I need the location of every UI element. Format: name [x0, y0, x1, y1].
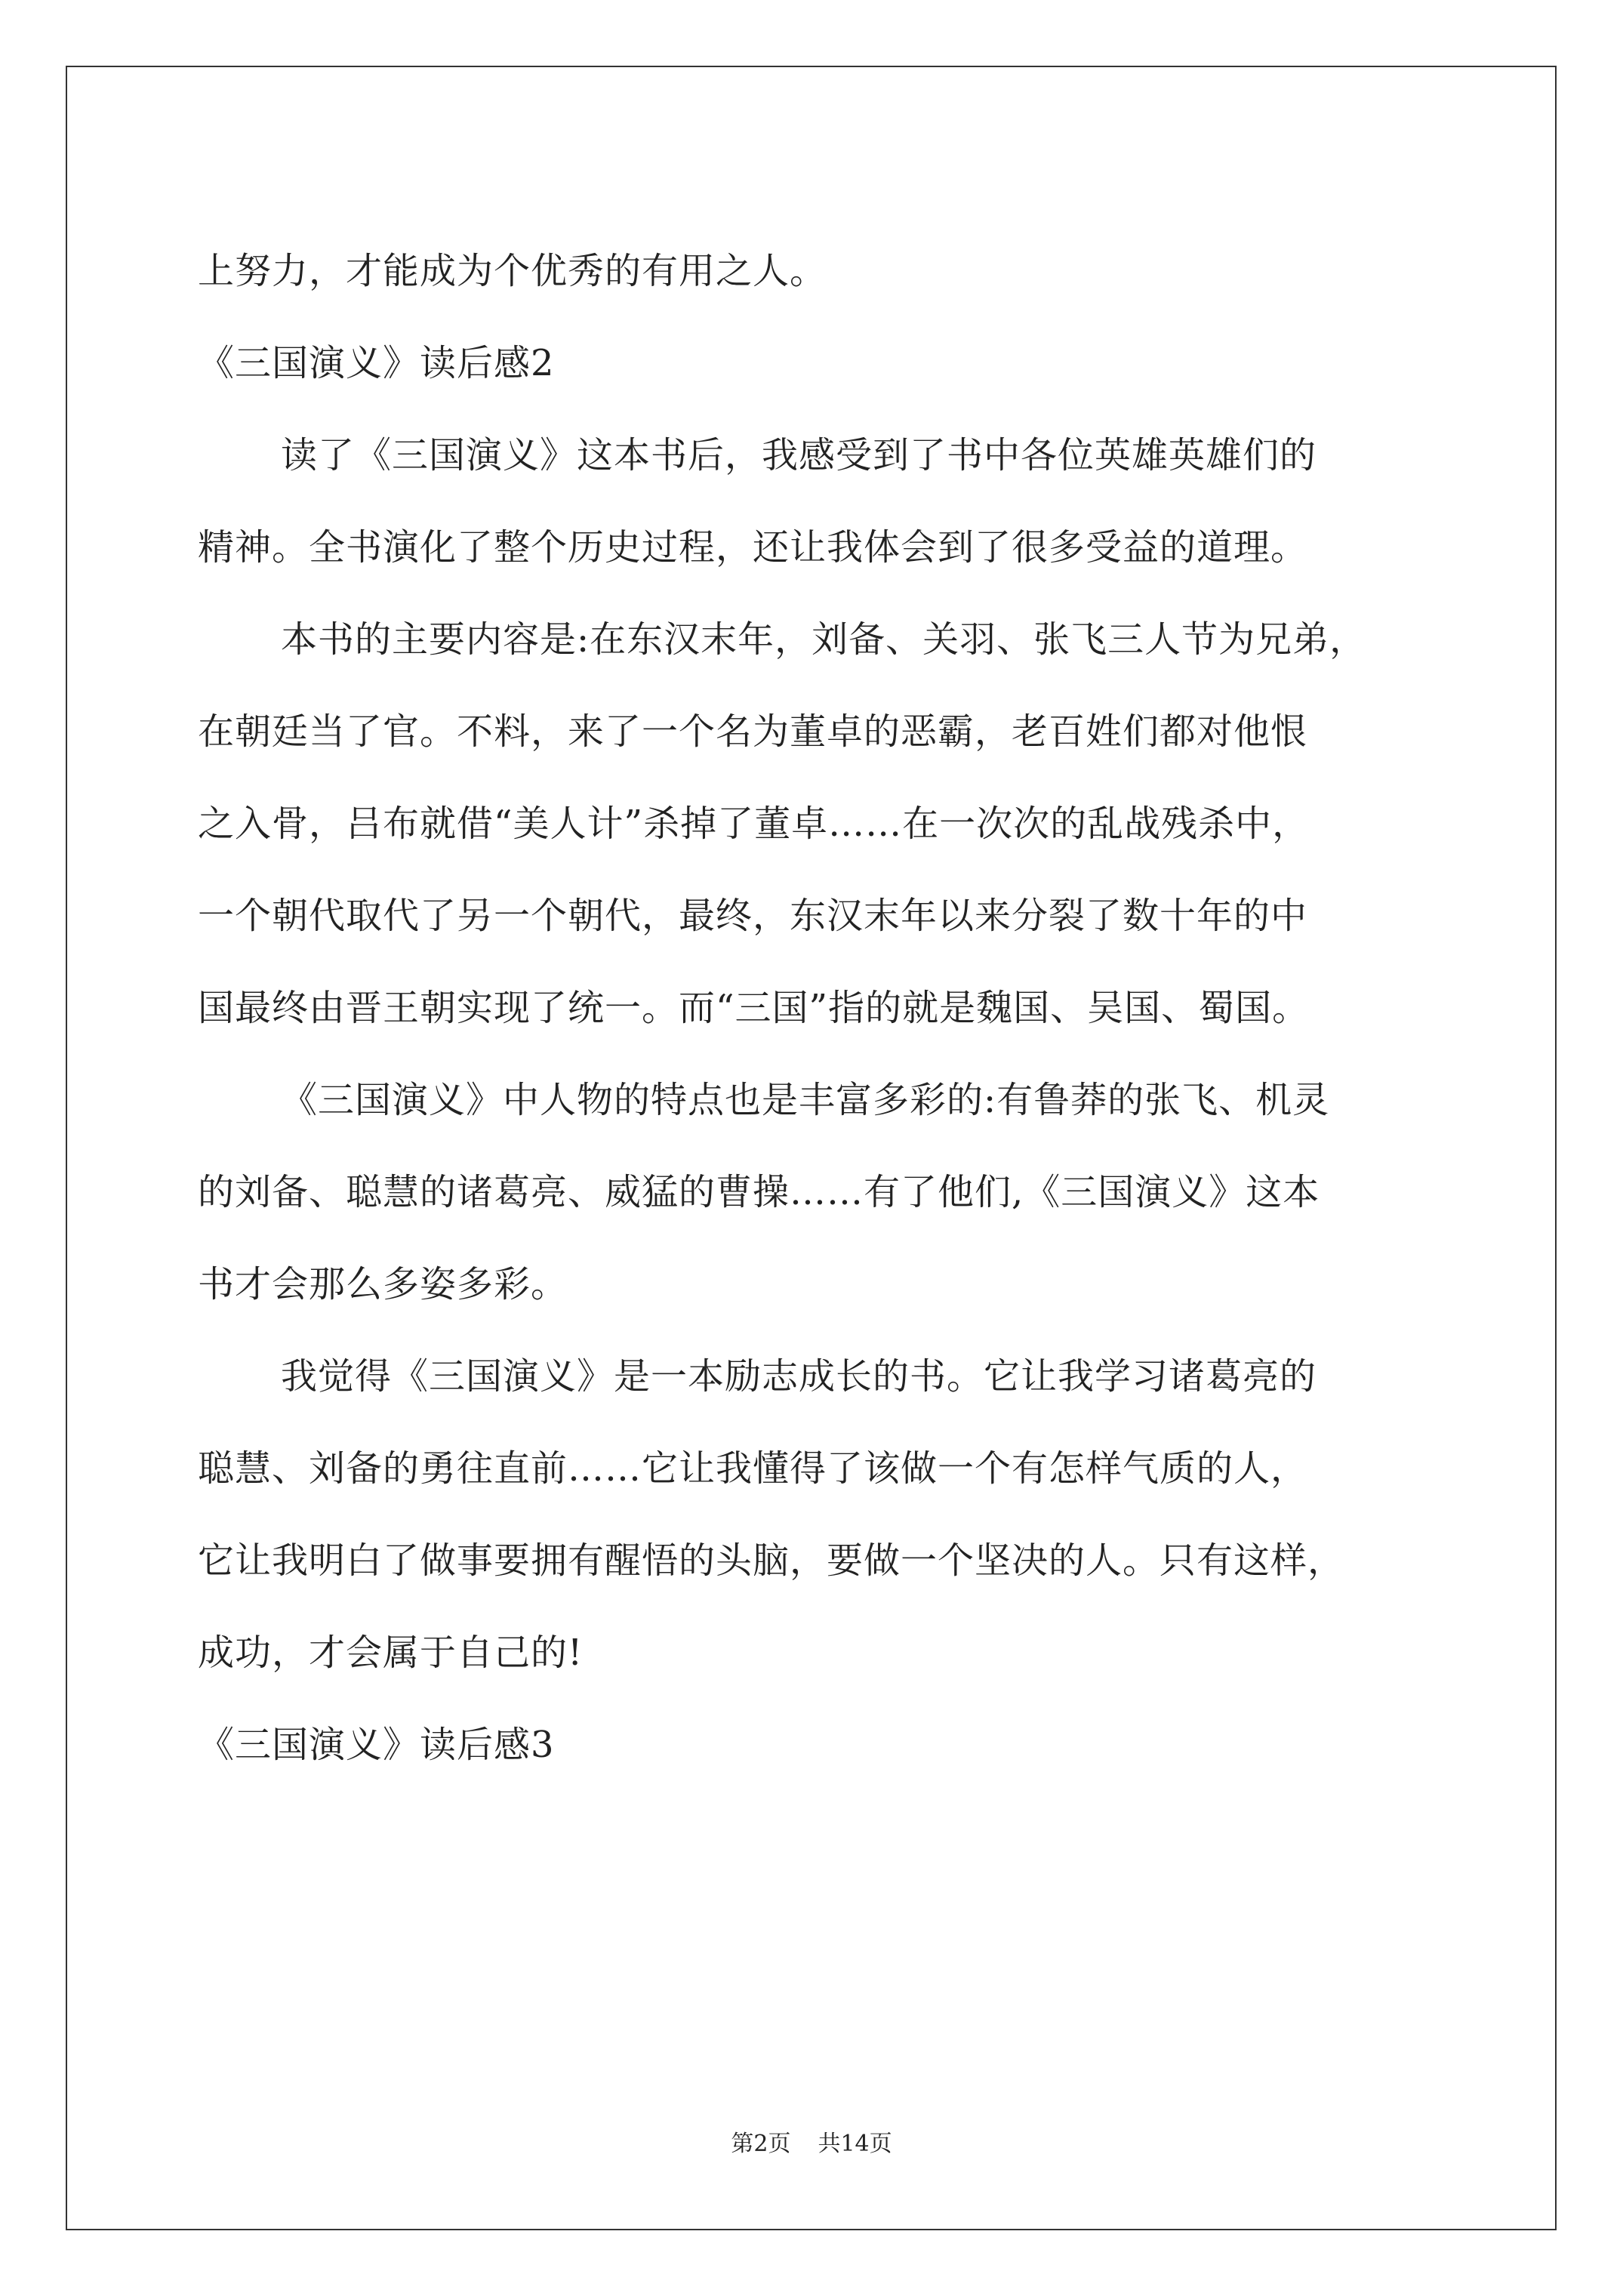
text-line: 的刘备、聪慧的诸葛亮、威猛的曹操……有了他们,《三国演义》这本	[198, 1171, 1320, 1213]
section-heading: 《三国演义》读后感2	[198, 342, 555, 384]
paragraph-start: 我觉得《三国演义》是一本励志成长的书。它让我学习诸葛亮的	[281, 1355, 1317, 1398]
text-line: 成功，才会属于自己的!	[198, 1632, 584, 1674]
document-body	[198, 225, 1436, 1791]
text-line: 它让我明白了做事要拥有醒悟的头脑，要做一个坚决的人。只有这样，	[198, 1539, 1345, 1582]
section-heading: 《三国演义》读后感3	[198, 1724, 555, 1766]
paragraph-start: 本书的主要内容是:在东汉末年，刘备、关羽、张飞三人节为兄弟，	[281, 618, 1367, 661]
text-line: 国最终由晋王朝实现了统一。而“三国”指的就是魏国、吴国、蜀国。	[198, 987, 1310, 1029]
text-line: 上努力，才能成为个优秀的有用之人。	[198, 250, 827, 292]
text-line: 一个朝代取代了另一个朝代，最终，东汉末年以来分裂了数十年的中	[198, 895, 1308, 937]
text-line: 精神。全书演化了整个历史过程，还让我体会到了很多受益的道理。	[198, 526, 1308, 569]
page-footer	[0, 2129, 1623, 2159]
text-line: 在朝廷当了官。不料，来了一个名为董卓的恶霸，老百姓们都对他恨	[198, 710, 1308, 753]
text-line: 书才会那么多姿多彩。	[198, 1263, 568, 1305]
page-number: 第2页	[731, 2131, 791, 2157]
paragraph-start: 读了《三国演义》这本书后，我感受到了书中各位英雄英雄们的	[281, 434, 1317, 476]
paragraph-start: 《三国演义》中人物的特点也是丰富多彩的:有鲁莽的张飞、机灵	[281, 1079, 1330, 1121]
text-line: 聪慧、刘备的勇往直前……它让我懂得了该做一个有怎样气质的人，	[198, 1447, 1308, 1490]
text-line: 之入骨，吕布就借“美人计”杀掉了董卓……在一次次的乱战残杀中，	[198, 803, 1310, 845]
page-total: 共14页	[818, 2131, 892, 2157]
